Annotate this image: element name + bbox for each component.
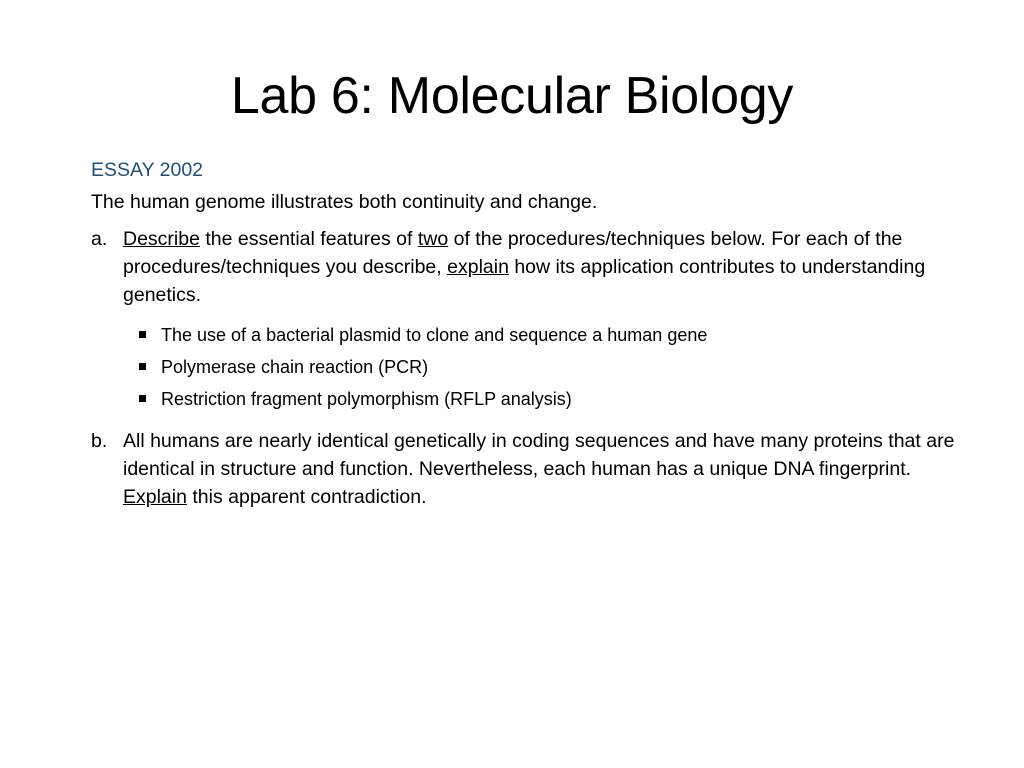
- essay-label: ESSAY 2002: [91, 159, 204, 181]
- square-bullet-icon: [139, 395, 146, 402]
- two-word: two: [417, 228, 449, 250]
- explain-word: explain: [447, 256, 509, 278]
- list-item-text: The use of a bacterial plasmid to clone and sequence a human gene: [161, 325, 708, 345]
- part-a: [91, 225, 961, 309]
- list-item-text: Restriction fragment polymorphism (RFLP analysis): [161, 389, 572, 409]
- part-b: [91, 427, 961, 511]
- part-a-text-3: how its application contributes to understanding genetics.: [123, 256, 926, 306]
- list-item: [139, 319, 961, 351]
- part-a-text-2: of the procedures/techniques below. For each of the procedures/techniques you describe,: [123, 228, 903, 278]
- part-a-text-1: the essential features of: [199, 228, 418, 250]
- slide-content: [91, 157, 961, 511]
- part-a-marker: a.: [91, 228, 108, 250]
- list-item: [139, 383, 961, 415]
- part-b-marker: b.: [91, 430, 108, 452]
- list-item: [139, 351, 961, 383]
- intro-text: The human genome illustrates both continuity and change.: [91, 191, 598, 213]
- slide-title: Lab 6: Molecular Biology: [230, 67, 794, 125]
- square-bullet-icon: [139, 331, 146, 338]
- part-b-text-2: this apparent contradiction.: [186, 486, 427, 508]
- describe-word: Describe: [123, 228, 200, 250]
- explain-word-b: Explain: [123, 486, 187, 508]
- technique-list: [91, 319, 961, 415]
- list-item-text: Polymerase chain reaction (PCR): [161, 357, 429, 377]
- part-b-text-1: All humans are nearly identical genetically in coding sequences and have many proteins that are identical in structure and function. Nevertheless, each human has a unique DNA fingerprint.: [123, 430, 955, 480]
- square-bullet-icon: [139, 363, 146, 370]
